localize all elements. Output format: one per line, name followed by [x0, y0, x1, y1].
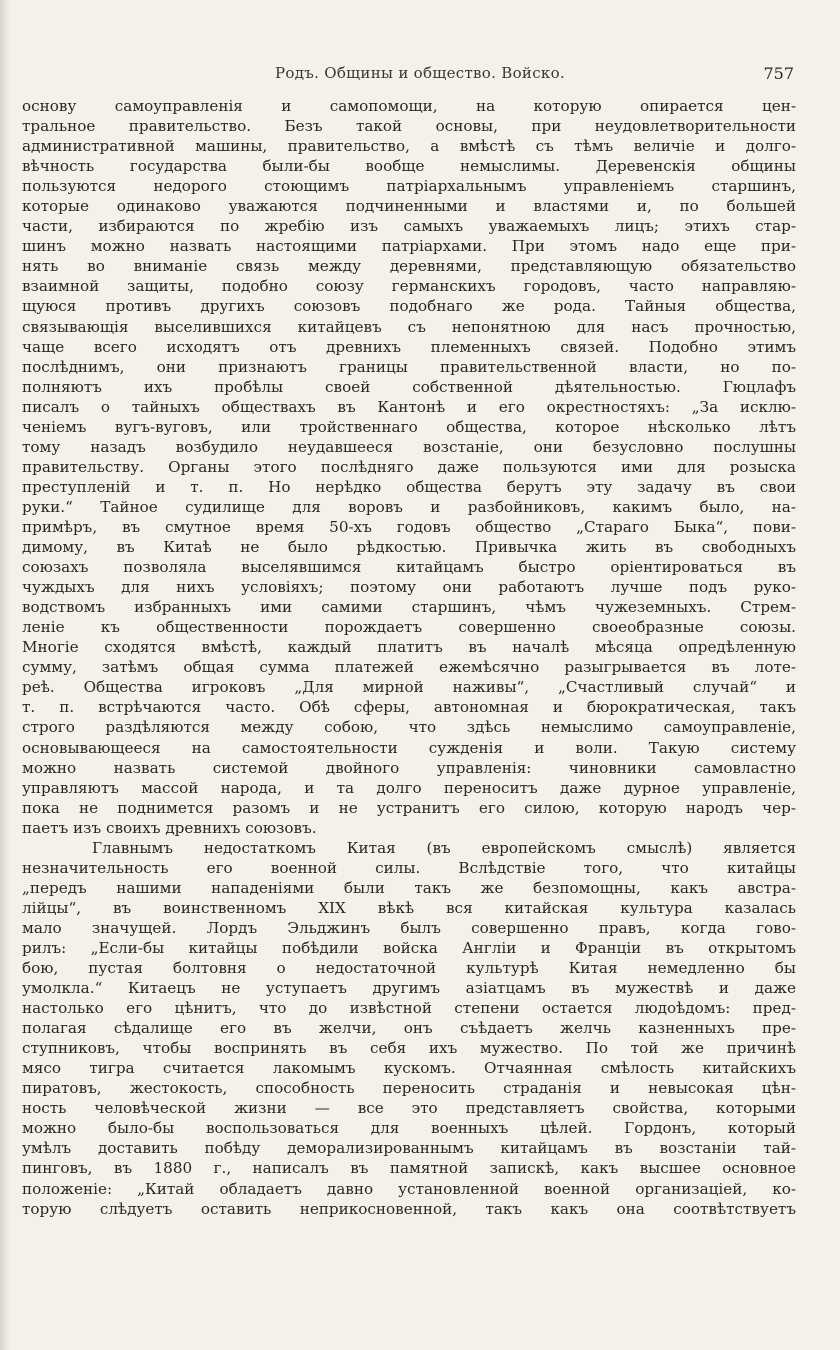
text-line: тральное правительство. Безъ такой основы, при неудовлетворительности	[22, 117, 796, 136]
text-line: „передъ нашими нападеніями были такъ же безпомощны, какъ австра-	[22, 878, 796, 897]
text-line: леніе къ общественности порождаетъ совершенно своеобразные союзы.	[22, 618, 796, 637]
text-line: димому, въ Китаѣ не было рѣдкостью. Привычка жить въ свободныхъ	[22, 538, 796, 557]
text-line: пинговъ, въ 1880 г., написалъ въ памятной запискѣ, какъ высшее основное	[22, 1159, 796, 1178]
text-line: основывающееся на самостоятельности сужденія и воли. Такую систему	[22, 738, 796, 757]
paragraph-last-line: паетъ изъ своихъ древнихъ союзовъ.	[22, 818, 317, 837]
text-line: можно назвать системой двойного управленія: чиновники самовластно	[22, 758, 796, 777]
text-line: связывающія выселившихся китайцевъ съ непонятною для насъ прочностью,	[22, 317, 796, 336]
text-line: сумму, затѣмъ общая сумма платежей ежемѣсячно разыгрывается въ лоте-	[22, 658, 796, 677]
text-line: незначительность его военной силы. Вслѣдствіе того, что китайцы	[22, 858, 796, 877]
text-line: руки.“ Тайное судилище для воровъ и разбойниковъ, какимъ было, на-	[22, 497, 796, 516]
text-line: писалъ о тайныхъ обществахъ въ Кантонѣ и его окрестностяхъ: „За исклю-	[22, 397, 796, 416]
text-line: союзахъ позволяла выселявшимся китайцамъ быстро оріентироваться въ	[22, 558, 796, 577]
text-line: пиратовъ, жестокость, способность переносить страданія и невысокая цѣн-	[22, 1079, 796, 1098]
text-line: примѣръ, въ смутное время 50-хъ годовъ общество „Стараго Быка“, пови-	[22, 517, 796, 536]
text-line: которые одинаково уважаются подчиненными и властями и, по большей	[22, 197, 796, 216]
text-line: шинъ можно назвать настоящими патріархами. При этомъ надо еще при-	[22, 237, 796, 256]
text-line: мясо тигра считается лакомымъ кускомъ. Отчаянная смѣлость китайскихъ	[22, 1059, 796, 1078]
paragraph-first-line: Главнымъ недостаткомъ Китая (въ европейскомъ смыслѣ) является	[92, 838, 796, 857]
text-line: рилъ: „Если-бы китайцы побѣдили войска Англіи и Франціи въ открытомъ	[22, 938, 796, 957]
text-line: полагая сѣдалище его въ желчи, онъ съѣдаетъ желчь казненныхъ пре-	[22, 1019, 796, 1038]
page-gutter-shadow	[0, 0, 10, 1350]
text-line: части, избираются по жребію изъ самыхъ уважаемыхъ лицъ; этихъ стар-	[22, 217, 796, 236]
text-line: вѣчность государства были-бы вообще немыслимы. Деревенскія общины	[22, 157, 796, 176]
text-line: щуюся противъ другихъ союзовъ подобнаго же рода. Тайныя общества,	[22, 297, 796, 316]
text-line: торую слѣдуетъ оставить неприкосновенной, такъ какъ она соотвѣтствуетъ	[22, 1199, 796, 1218]
text-line: административной машины, правительство, а вмѣстѣ съ тѣмъ величіе и долго-	[22, 137, 796, 156]
text-line: умѣлъ доставить побѣду деморализированнымъ китайцамъ въ возстаніи тай-	[22, 1139, 796, 1158]
text-line: ченіемъ вугъ-вуговъ, или тройственнаго общества, которое нѣсколько лѣтъ	[22, 417, 796, 436]
text-line: бою, пустая болтовня о недостаточной культурѣ Китая немедленно бы	[22, 959, 796, 978]
text-line: полняютъ ихъ пробѣлы своей собственной дѣятельностью. Гюцлафъ	[22, 377, 796, 396]
text-line: т. п. встрѣчаются часто. Обѣ сферы, автономная и бюрократическая, такъ	[22, 698, 796, 717]
text-line: правительству. Органы этого послѣдняго даже пользуются ими для розыска	[22, 457, 796, 476]
text-line: положеніе: „Китай обладаетъ давно установленной военной организаціей, ко-	[22, 1179, 796, 1198]
text-line: взаимной защиты, подобно союзу германскихъ городовъ, часто направляю-	[22, 277, 796, 296]
running-head: Родъ. Общины и общество. Войско.	[275, 64, 565, 82]
text-line: чаще всего исходятъ отъ древнихъ племенныхъ связей. Подобно этимъ	[22, 337, 796, 356]
text-line: основу самоуправленія и самопомощи, на которую опирается цен-	[22, 97, 796, 115]
text-line: ступниковъ, чтобы воспринять въ себя ихъ мужество. По той же причинѣ	[22, 1039, 796, 1058]
text-line: ность человѣческой жизни — все это представляетъ свойства, которыми	[22, 1099, 796, 1118]
text-line: умолкла.“ Китаецъ не уступаетъ другимъ азіатцамъ въ мужествѣ и даже	[22, 979, 796, 998]
text-line: можно было-бы воспользоваться для военныхъ цѣлей. Гордонъ, который	[22, 1119, 796, 1138]
text-line: пока не поднимется разомъ и не устранитъ его силою, которую народъ чер-	[22, 798, 796, 817]
text-line: лійцы“, въ воинственномъ XIX вѣкѣ вся китайская культура казалась	[22, 898, 796, 917]
text-line: Многіе сходятся вмѣстѣ, каждый платитъ въ началѣ мѣсяца опредѣленную	[22, 638, 796, 657]
text-line: послѣднимъ, они признаютъ границы правительственной власти, но по-	[22, 357, 796, 376]
page-header	[0, 64, 840, 88]
text-line: нять во вниманіе связь между деревнями, представляющую обязательство	[22, 257, 796, 276]
text-line: преступленій и т. п. Но нерѣдко общества берутъ эту задачу въ свои	[22, 477, 796, 496]
text-line: строго раздѣляются между собою, что здѣсь немыслимо самоуправленіе,	[22, 718, 796, 737]
text-line: управляютъ массой народа, и та долго переноситъ даже дурное управленіе,	[22, 778, 796, 797]
text-line: водствомъ избранныхъ ими самими старшинъ, чѣмъ чужеземныхъ. Стрем-	[22, 598, 796, 617]
text-line: пользуются недорого стоющимъ патріархальнымъ управленіемъ старшинъ,	[22, 177, 796, 196]
text-line: настолько его цѣнитъ, что до извѣстной степени остается людоѣдомъ: пред-	[22, 999, 796, 1018]
text-line: тому назадъ возбудило неудавшееся возстаніе, они безусловно послушны	[22, 437, 796, 456]
text-line: мало значущей. Лордъ Эльджинъ былъ совершенно правъ, когда гово-	[22, 918, 796, 937]
text-line: чуждыхъ для нихъ условіяхъ; поэтому они работаютъ лучше подъ руко-	[22, 578, 796, 597]
page-number: 757	[763, 64, 794, 83]
text-line: реѣ. Общества игроковъ „Для мирной наживы“, „Счастливый случай“ и	[22, 678, 796, 697]
body-text	[22, 96, 796, 1219]
